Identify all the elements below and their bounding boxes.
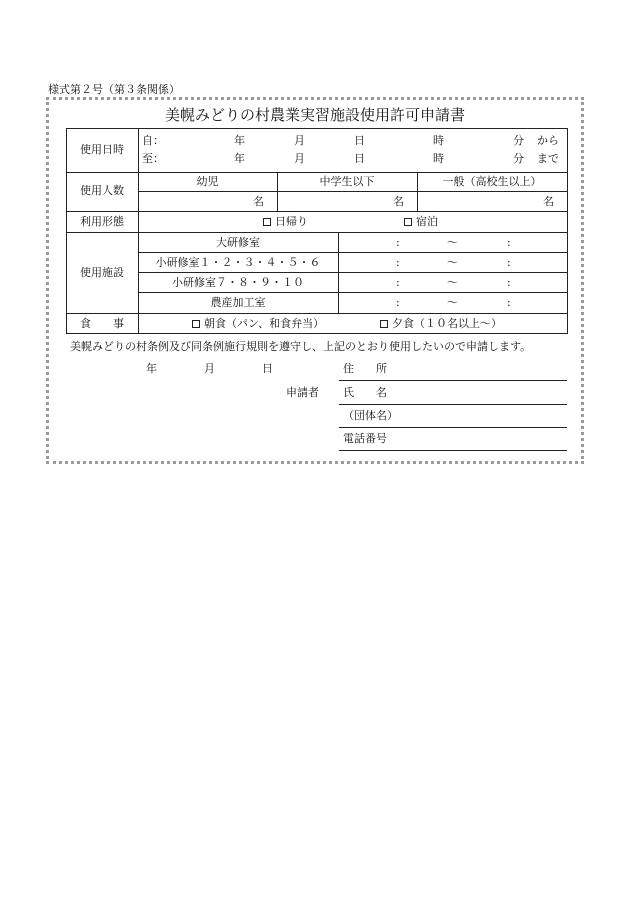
meal-breakfast-option[interactable] <box>192 317 324 331</box>
phone-label: 電話番号 <box>343 432 387 445</box>
facility-time-tilde: 〜 <box>447 276 458 289</box>
junior-count-unit: 名 <box>393 195 404 208</box>
period-to-label: 至： <box>142 152 164 165</box>
period-label: 使用日時 <box>80 143 124 156</box>
facility-small-rooms-7-10: 小研修室７・８・９・１０ <box>172 276 304 289</box>
declaration-text: 美幌みどりの村条例及び同条例施行規則を遵守し、上記のとおり使用したいので申請します。 <box>70 340 532 353</box>
overnight-checkbox[interactable] <box>404 218 412 226</box>
general-count-unit: 名 <box>543 195 554 208</box>
usage-label: 利用形態 <box>80 215 124 228</box>
to-month-unit: 月 <box>294 152 305 165</box>
from-day-unit: 日 <box>354 134 365 147</box>
address-label: 住 所 <box>343 362 387 375</box>
from-month-unit: 月 <box>294 134 305 147</box>
form-title: 美幌みどりの村農業実習施設使用許可申請書 <box>164 106 465 124</box>
to-minute-unit: 分 <box>513 152 524 165</box>
phone-line[interactable] <box>339 450 567 451</box>
from-suffix: から <box>537 134 559 147</box>
applicant-label: 申請者 <box>286 386 319 399</box>
daytrip-label: 日帰り <box>275 215 308 228</box>
facility-time-colon: : <box>507 236 511 249</box>
facility-time-tilde: 〜 <box>447 236 458 249</box>
facility-time-colon: : <box>507 276 511 289</box>
group-name-line[interactable] <box>339 427 567 428</box>
name-label: 氏 名 <box>343 386 387 399</box>
from-year-unit: 年 <box>234 134 245 147</box>
facility-time-colon: : <box>396 276 400 289</box>
people-cat-infant: 幼児 <box>196 175 219 188</box>
date-day-unit: 日 <box>262 362 273 375</box>
facility-time-colon: : <box>396 236 400 249</box>
facilities-label: 使用施設 <box>80 266 124 279</box>
facility-large-room: 大研修室 <box>216 236 260 249</box>
period-from-label: 自： <box>142 134 164 147</box>
facility-time-colon: : <box>396 256 400 269</box>
to-day-unit: 日 <box>354 152 365 165</box>
date-year-unit: 年 <box>146 362 157 375</box>
people-cat-junior: 中学生以下 <box>319 175 375 188</box>
to-year-unit: 年 <box>234 152 245 165</box>
address-line[interactable] <box>339 380 567 381</box>
facility-time-colon: : <box>507 256 511 269</box>
infant-count-unit: 名 <box>253 195 264 208</box>
people-label: 使用人数 <box>80 184 124 197</box>
facility-time-tilde: 〜 <box>447 256 458 269</box>
facility-time-colon: : <box>396 296 400 309</box>
facility-time-tilde: 〜 <box>447 296 458 309</box>
meals-label: 食 事 <box>80 317 124 330</box>
name-line[interactable] <box>339 404 567 405</box>
to-hour-unit: 時 <box>433 152 444 165</box>
breakfast-label: 朝食（パン、和食弁当） <box>204 317 325 330</box>
daytrip-checkbox[interactable] <box>263 218 271 226</box>
meal-dinner-option[interactable] <box>380 317 502 331</box>
from-minute-unit: 分 <box>513 134 524 147</box>
facility-processing-room: 農産加工室 <box>210 296 266 309</box>
form-number-label: 様式第２号（第３条関係） <box>48 83 180 96</box>
from-hour-unit: 時 <box>433 134 444 147</box>
overnight-label: 宿泊 <box>416 215 438 228</box>
to-suffix: まで <box>537 152 559 165</box>
dinner-checkbox[interactable] <box>380 320 388 328</box>
breakfast-checkbox[interactable] <box>192 320 200 328</box>
usage-daytrip-option[interactable] <box>263 215 308 229</box>
date-month-unit: 月 <box>204 362 215 375</box>
group-name-label: （団体名） <box>343 409 398 422</box>
facility-small-rooms-1-6: 小研修室１・２・３・４・５・６ <box>155 256 321 269</box>
usage-overnight-option[interactable] <box>404 215 438 229</box>
dinner-label: 夕食（１０名以上〜） <box>392 317 502 330</box>
facility-time-colon: : <box>507 296 511 309</box>
people-cat-general: 一般（高校生以上） <box>442 175 542 188</box>
